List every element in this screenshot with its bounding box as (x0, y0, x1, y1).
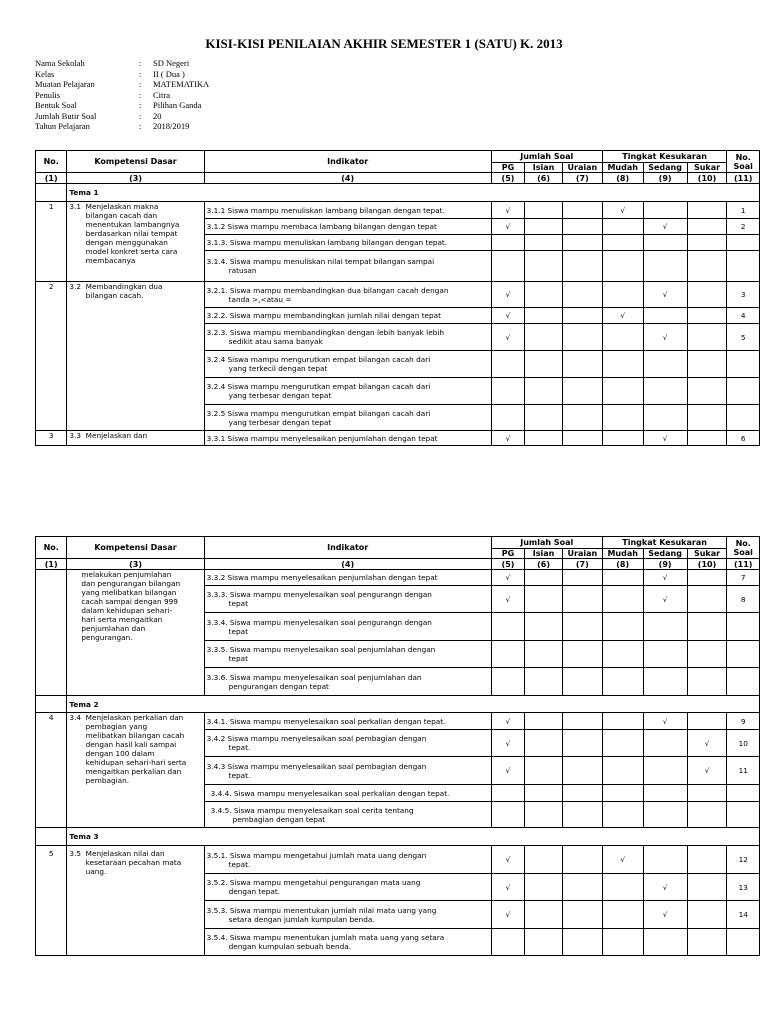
header-no-soal: No. Soal (727, 151, 760, 173)
header-kd: Kompetensi Dasar (67, 537, 204, 559)
info-value: 20 (153, 110, 162, 121)
indikator: 3.2.4 Siswa mampu mengurutkan empat bilangan cacah dari yang terbesar dengan tepat (204, 378, 491, 405)
indikator: 3.1.3. Siswa mampu menuliskan lambang bilangan dengan tepat. (204, 235, 491, 251)
header-sedang: Sedang (643, 549, 687, 559)
info-label: Kelas (35, 68, 55, 79)
check-pg: √ (491, 586, 525, 613)
kompetensi-dasar: 3.4 Menjelaskan perkalian dan pembagian yang melibatkan bilangan cacah dengan hasil kali sampai dengan 100 dalam kehidupan sehari-hari serta mengaitkan perkalian dan pembagian. (67, 713, 204, 828)
col-num: (6) (525, 559, 563, 570)
info-label: Tahun Pelajaran (35, 121, 90, 131)
check-pg: √ (491, 219, 525, 235)
info-value: Citra (153, 89, 170, 100)
header-jumlah-soal: Jumlah Soal (491, 151, 602, 163)
no-soal: 7 (727, 570, 760, 586)
no-soal: 8 (727, 586, 760, 613)
header-jumlah-soal: Jumlah Soal (491, 537, 602, 549)
indikator: 3.1.2 Siswa mampu membaca lambang bilangan dengan tepat (204, 219, 491, 235)
indikator: 3.3.3. Siswa mampu menyelesaikan soal pengurangn dengan tepat (204, 586, 491, 613)
kd-number: 1 (36, 202, 67, 282)
col-num: (5) (491, 173, 525, 184)
no-soal: 1 (727, 202, 760, 219)
header-no: No. (36, 537, 67, 559)
check-pg: √ (491, 570, 525, 586)
check-mudah: √ (602, 846, 643, 874)
indikator: 3.5.3. Siswa mampu menentukan jumlah nilai mata uang yang setara dengan jumlah kumpulan benda. (204, 901, 491, 929)
no-soal: 6 (727, 431, 760, 446)
indikator: 3.3.6. Siswa mampu menyelesaikan soal penjumlahan dan pengurangan dengan tepat (204, 668, 491, 696)
check-mudah: √ (602, 202, 643, 219)
col-num: (9) (643, 559, 687, 570)
check-pg: √ (491, 324, 525, 351)
kisi-kisi-table-2 (35, 536, 760, 956)
check-sukar: √ (687, 730, 727, 757)
check-mudah: √ (602, 308, 643, 324)
indikator: 3.1.4. Siswa mampu menuliskan nilai tempat bilangan sampai ratusan (204, 251, 491, 282)
indikator: 3.2.1. Siswa mampu membandingkan dua bilangan cacah dengan tanda >,<atau = (204, 282, 491, 308)
check-pg: √ (491, 874, 525, 901)
header-mudah: Mudah (602, 163, 643, 173)
info-label: Jumlah Butir Soal (35, 110, 97, 121)
col-num: (4) (204, 559, 491, 570)
indikator: 3.5.1. Siswa mampu mengetahui jumlah mata uang dengan tepat. (204, 846, 491, 874)
col-num: (7) (562, 559, 602, 570)
header-mudah: Mudah (602, 549, 643, 559)
indikator: 3.3.1 Siswa mampu menyelesaikan penjumlahan dengan tepat (204, 431, 491, 446)
check-pg: √ (491, 901, 525, 929)
header-pg: PG (491, 163, 525, 173)
indikator: 3.4.5. Siswa mampu menyelesaikan soal cerita tentang pembagian dengan tepat (204, 802, 491, 828)
col-num: (3) (67, 173, 204, 184)
indikator: 3.2.2. Siswa mampu membandingkan jumlah nilai dengan tepat (204, 308, 491, 324)
header-isian: Isian (525, 549, 563, 559)
kd-number: 4 (36, 713, 67, 828)
kisi-kisi-table-1 (35, 150, 760, 446)
no-soal: 2 (727, 219, 760, 235)
indikator: 3.3.2 Siswa mampu menyelesaikan penjumlahan dengan tepat (204, 570, 491, 586)
indikator: 3.4.3 Siswa mampu menyelesaikan soal pembagian dengan tepat. (204, 757, 491, 785)
col-num: (8) (602, 559, 643, 570)
info-value: II ( Dua ) (153, 68, 185, 79)
tema-label: Tema 3 (67, 828, 760, 846)
no-soal: 13 (727, 874, 760, 901)
no-soal: 14 (727, 901, 760, 929)
no-soal: 11 (727, 757, 760, 785)
no-soal: 4 (727, 308, 760, 324)
indikator: 3.5.2. Siswa mampu mengetahui pengurangan mata uang dengan tepat. (204, 874, 491, 901)
check-pg: √ (491, 846, 525, 874)
info-label: Nama Sekolah (35, 58, 85, 68)
col-num: (1) (36, 173, 67, 184)
header-sukar: Sukar (687, 163, 727, 173)
kompetensi-dasar: 3.2 Membandingkan dua bilangan cacah. (67, 282, 204, 431)
check-sedang: √ (643, 219, 687, 235)
col-num: (8) (602, 173, 643, 184)
info-value: MATEMATIKA (153, 79, 210, 89)
indikator: 3.3.4. Siswa mampu menyelesaikan soal pengurangn dengan tepat (204, 613, 491, 641)
check-pg: √ (491, 282, 525, 308)
check-pg: √ (491, 730, 525, 757)
header-sukar: Sukar (687, 549, 727, 559)
check-sedang: √ (643, 282, 687, 308)
check-sedang: √ (643, 431, 687, 446)
header-kd: Kompetensi Dasar (67, 151, 204, 173)
check-sukar: √ (687, 757, 727, 785)
col-num: (10) (687, 559, 727, 570)
no-soal: 5 (727, 324, 760, 351)
header-no-soal: No. Soal (727, 537, 760, 559)
kd-number: 2 (36, 282, 67, 431)
kd-number: 5 (36, 846, 67, 956)
indikator: 3.1.1 Siswa mampu menuliskan lambang bilangan dengan tepat. (204, 202, 491, 219)
check-pg: √ (491, 757, 525, 785)
check-sedang: √ (643, 901, 687, 929)
check-pg: √ (491, 202, 525, 219)
indikator: 3.4.2 Siswa mampu menyelesaikan soal pembagian dengan tepat. (204, 730, 491, 757)
info-value: SD Negeri (153, 58, 190, 68)
indikator: 3.2.4 Siswa mampu mengurutkan empat bilangan cacah dari yang terkecil dengan tepat (204, 351, 491, 378)
header-indikator: Indikator (204, 151, 491, 173)
kompetensi-dasar: melakukan penjumlahan dan pengurangan bilangan yang melibatkan bilangan cacah sampai dengan 999 dalam kehidupan sehari- hari serta mengaitkan penjumlahan dan pengurangan. (67, 570, 204, 696)
header-uraian: Uraian (562, 549, 602, 559)
header-indikator: Indikator (204, 537, 491, 559)
col-num: (6) (525, 173, 563, 184)
tema-label: Tema 1 (67, 184, 760, 202)
header-tingkat: Tingkat Kesukaran (602, 151, 727, 163)
check-sedang: √ (643, 324, 687, 351)
col-num: (4) (204, 173, 491, 184)
info-label: Bentuk Soal (35, 100, 77, 110)
header-uraian: Uraian (562, 163, 602, 173)
header-no: No. (36, 151, 67, 173)
kd-number: 3 (36, 431, 67, 446)
header-sedang: Sedang (643, 163, 687, 173)
col-num: (7) (562, 173, 602, 184)
check-sedang: √ (643, 874, 687, 901)
check-sedang: √ (643, 713, 687, 730)
header-tingkat: Tingkat Kesukaran (602, 537, 727, 549)
header-pg: PG (491, 549, 525, 559)
col-num: (11) (727, 559, 760, 570)
check-sedang: √ (643, 586, 687, 613)
no-soal: 10 (727, 730, 760, 757)
check-pg: √ (491, 713, 525, 730)
no-soal: 12 (727, 846, 760, 874)
check-pg: √ (491, 431, 525, 446)
document-title: KISI-KISI PENILAIAN AKHIR SEMESTER 1 (SATU) K. 2013 (205, 36, 563, 51)
indikator: 3.4.1. Siswa mampu menyelesaikan soal perkalian dengan tepat. (204, 713, 491, 730)
col-num: (5) (491, 559, 525, 570)
info-value: Pilihan Ganda (153, 100, 202, 110)
kompetensi-dasar: 3.3 Menjelaskan dan (67, 431, 204, 446)
col-num: (3) (67, 559, 204, 570)
no-soal: 3 (727, 282, 760, 308)
indikator: 3.5.4. Siswa mampu menentukan jumlah mata uang yang setara dengan kumpulan sebuah benda. (204, 929, 491, 956)
col-num: (1) (36, 559, 67, 570)
info-value: 2018/2019 (153, 121, 190, 131)
tema-label: Tema 2 (67, 696, 760, 713)
header-isian: Isian (525, 163, 563, 173)
school-info: Nama Sekolah : SD Negeri Kelas : II ( Dua ) Muatan Pelajaran : MATEMATIKA Penulis : Citra Bentuk Soal : Pilihan Ganda Jumlah Butir Soal : 20 Tahun Pelajaran : 2018/2019 (35, 58, 210, 131)
indikator: 3.4.4. Siswa mampu menyelesaikan soal perkalian dengan tepat. (204, 785, 491, 802)
info-label: Penulis (35, 89, 61, 100)
info-label: Muatan Pelajaran (35, 79, 95, 89)
no-soal: 9 (727, 713, 760, 730)
col-num: (11) (727, 173, 760, 184)
kompetensi-dasar: 3.1 Menjelaskan makna bilangan cacah dan menentukan lambangnya berdasarkan nilai tempat dengan menggunakan model konkret serta cara membacanya (67, 202, 204, 282)
col-num: (9) (643, 173, 687, 184)
check-pg: √ (491, 308, 525, 324)
kompetensi-dasar: 3.5 Menjelaskan nilai dan kesetaraan pecahan mata uang. (67, 846, 204, 956)
indikator: 3.3.5. Siswa mampu menyelesaikan soal penjumlahan dengan tepat (204, 641, 491, 668)
check-sedang: √ (643, 570, 687, 586)
indikator: 3.2.5 Siswa mampu mengurutkan empat bilangan cacah dari yang terbesar dengan tepat (204, 405, 491, 431)
indikator: 3.2.3. Siswa mampu membandingkan dengan lebih banyak lebih sedikit atau sama banyak (204, 324, 491, 351)
col-num: (10) (687, 173, 727, 184)
